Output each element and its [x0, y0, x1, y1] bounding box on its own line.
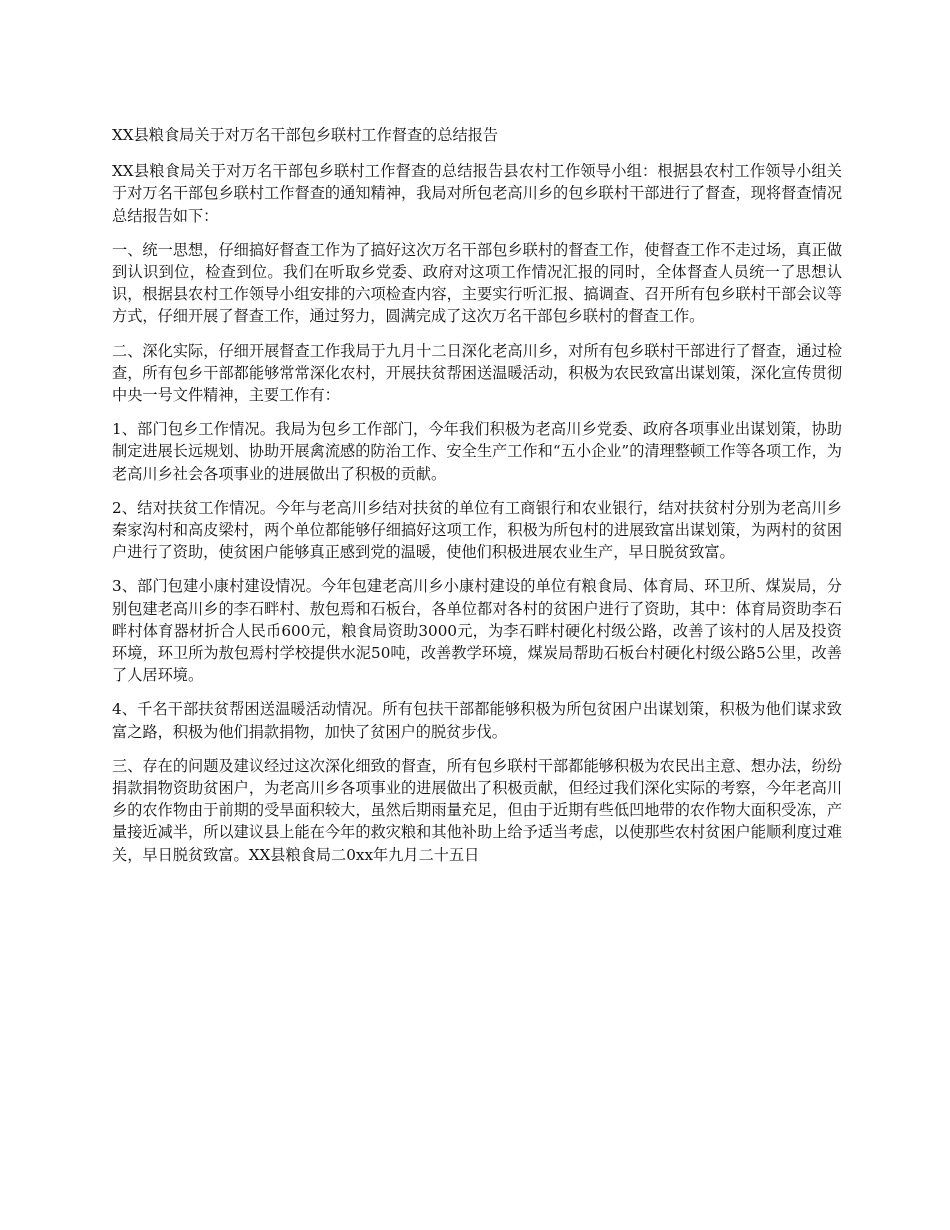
paragraph-intro: XX县粮食局关于对万名干部包乡联村工作督查的总结报告县农村工作领导小组：根据县农村工作领导小组关于对万名干部包乡联村工作督查的通知精神，我局对所包老高川乡的包乡联村干部进行了督查，现将督查情况总结报告如下： — [112, 162, 842, 225]
paragraph-section-3: 三、存在的问题及建议经过这次深化细致的督查，所有包乡联村干部都能够积极为农民出主意、想办法，纷纷捐款捐物资助贫困户，为老高川乡各项事业的进展做出了积极贡献，但经过我们深化实际的考察，今年老高川乡的农作物由于前期的受旱面积较大，虽然后期雨量充足，但由于近期有些低凹地带的农作物大面积受冻，产量接近减半，所以建议县上能在今年的救灾粮和其他补助上给予适当考虑，以使那些农村贫困户能顺利度过难关，早日脱贫致富。XX县粮食局二0xx年九月二十五日 — [112, 756, 842, 864]
paragraph-item-2: 2、结对扶贫工作情况。今年与老高川乡结对扶贫的单位有工商银行和农业银行，结对扶贫村分别为老高川乡秦家沟村和高皮梁村，两个单位都能够仔细搞好这项工作，积极为所包村的进展致富出谋划策，为两村的贫困户进行了资助，使贫困户能够真正感到党的温暖，使他们积极进展农业生产，早日脱贫致富。 — [112, 498, 842, 562]
paragraph-section-2: 二、深化实际，仔细开展督查工作我局于九月十二日深化老高川乡，对所有包乡联村干部进行了督查，通过检查，所有包乡干部都能够常常深化农村，开展扶贫帮困送温暖活动，积极为农民致富出谋划策，深化宣传贯彻中央一号文件精神，主要工作有： — [112, 341, 842, 405]
paragraph-item-4: 4、千名干部扶贫帮困送温暖活动情况。所有包扶干部都能够积极为所包贫困户出谋划策，积极为他们谋求致富之路，积极为他们捐款捐物，加快了贫困户的脱贫步伐。 — [112, 700, 842, 741]
paragraph-item-1: 1、部门包乡工作情况。我局为包乡工作部门，今年我们积极为老高川乡党委、政府各项事业出谋划策，协助制定进展长远规划、协助开展禽流感的防治工作、安全生产工作和“五小企业”的清理整顿工作等各项工作，为老高川乡社会各项事业的进展做出了积极的贡献。 — [112, 420, 842, 483]
document-title: XX县粮食局关于对万名干部包乡联村工作督查的总结报告 — [112, 126, 499, 144]
paragraph-item-3: 3、部门包建小康村建设情况。今年包建老高川乡小康村建设的单位有粮食局、体育局、环卫所、煤炭局，分别包建老高川乡的李石畔村、敖包焉和石板台，各单位都对各村的贫困户进行了资助，其中：体育局资助李石畔村体育器材折合人民币600元，粮食局资助3000元，为李石畔村硬化村级公路，改善了该村的人居及投资环境，环卫所为敖包焉村学校提供水泥50吨，改善教学环境，煤炭局帮助石板台村硬化村级公路5公里，改善了人居环境。 — [112, 577, 842, 685]
paragraph-section-1: 一、统一思想，仔细搞好督查工作为了搞好这次万名干部包乡联村的督查工作，使督查工作不走过场，真正做到认识到位，检查到位。我们在听取乡党委、政府对这项工作情况汇报的同时，全体督查人员统一了思想认识，根据县农村工作领导小组安排的六项检查内容，主要实行听汇报、搞调查、召开所有包乡联村干部会议等方式，仔细开展了督查工作，通过努力，圆满完成了这次万名干部包乡联村的督查工作。 — [112, 240, 842, 326]
document-body — [112, 124, 842, 878]
